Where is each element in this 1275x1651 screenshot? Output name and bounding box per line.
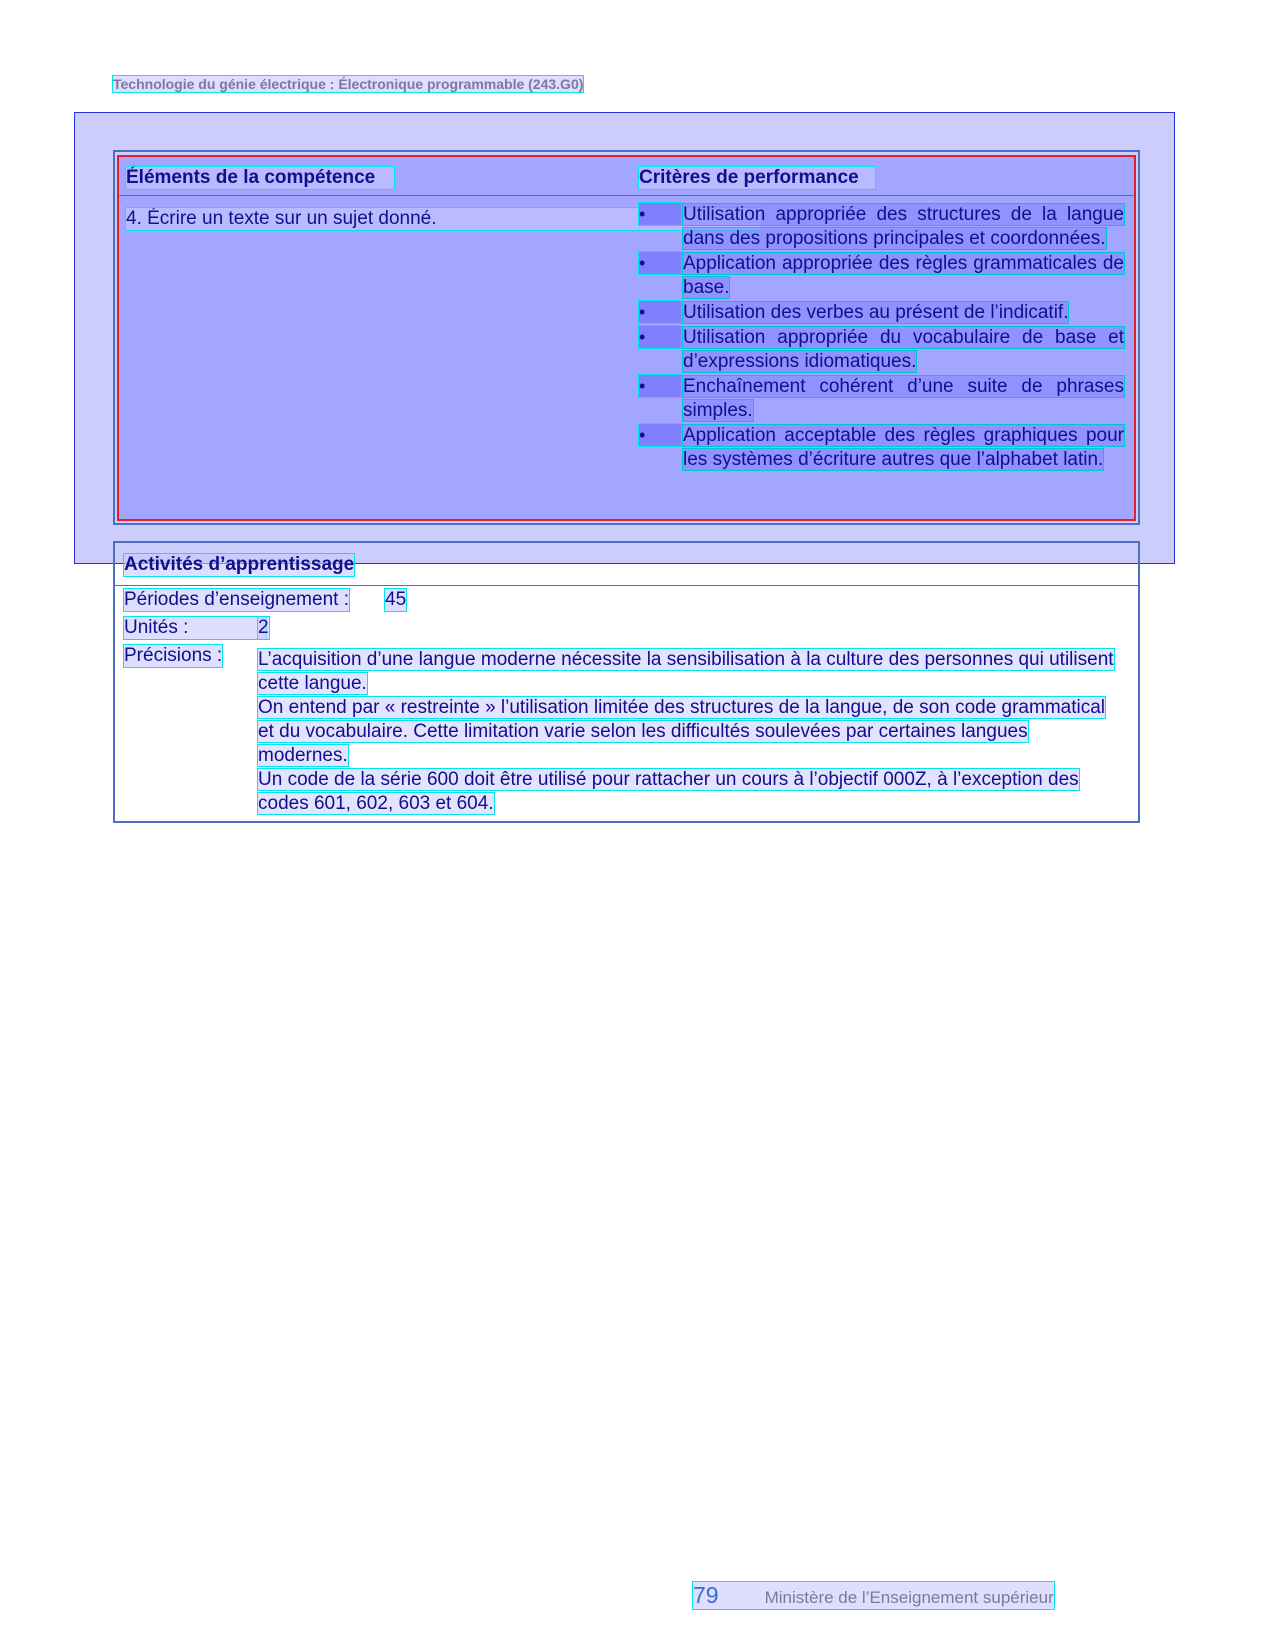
periods-value: 45 xyxy=(385,589,407,610)
criterion-text: Enchaînement cohérent d’une suite de phrases simples. xyxy=(683,376,1124,421)
precisions-text xyxy=(258,648,1120,816)
running-header: Technologie du génie électrique : Électronique programmable (243.G0) xyxy=(113,76,584,92)
precision-paragraph: Un code de la série 600 doit être utilisé pour rattacher un cours à l’objectif 000Z, à l’exception des codes 601, 602, 603 et 604. xyxy=(258,769,1079,814)
units-value: 2 xyxy=(258,617,269,638)
page-number: 79 xyxy=(693,1582,719,1608)
bullet-icon: • xyxy=(639,252,681,274)
column-header-criteria: Critères de performance xyxy=(639,167,875,189)
criterion-item xyxy=(639,203,1124,251)
header-divider xyxy=(119,195,1134,196)
criterion-item xyxy=(639,424,1124,472)
bullet-icon: • xyxy=(639,301,681,323)
criterion-item xyxy=(639,252,1124,300)
precision-paragraph: On entend par « restreinte » l’utilisation limitée des structures de la langue, de son code grammatical et du vocabulaire. Cette limitation varie selon les difficultés soulevées par certaines langues modernes. xyxy=(258,697,1106,766)
periods-label: Périodes d’enseignement : xyxy=(124,589,349,610)
criterion-item xyxy=(639,375,1124,423)
units-label: Unités : xyxy=(124,617,266,639)
criterion-item xyxy=(639,326,1124,374)
competence-table xyxy=(117,155,1136,521)
bullet-icon: • xyxy=(639,424,681,446)
criteria-list xyxy=(639,203,1124,473)
page-footer xyxy=(693,1582,1054,1609)
bullet-icon: • xyxy=(639,375,681,397)
criterion-item xyxy=(639,301,1124,325)
criterion-text: Utilisation appropriée du vocabulaire de base et d’expressions idiomatiques. xyxy=(683,327,1124,372)
activities-title: Activités d’apprentissage xyxy=(124,554,355,575)
criterion-text: Utilisation appropriée des structures de la langue dans des propositions principales et coordonnées. xyxy=(683,204,1124,249)
criterion-text: Application acceptable des règles graphiques pour les systèmes d’écriture autres que l’alphabet latin. xyxy=(683,425,1124,470)
criterion-text: Utilisation des verbes au présent de l’indicatif. xyxy=(683,302,1069,323)
bullet-icon: • xyxy=(639,326,681,348)
competence-element: 4. Écrire un texte sur un sujet donné. xyxy=(126,208,761,230)
activities-divider xyxy=(115,585,1138,586)
criterion-text: Application appropriée des règles grammaticales de base. xyxy=(683,253,1124,298)
precision-paragraph: L’acquisition d’une langue moderne nécessite la sensibilisation à la culture des personnes qui utilisent cette langue. xyxy=(258,649,1114,694)
column-header-elements: Éléments de la compétence xyxy=(126,167,394,189)
ministry-name: Ministère de l’Enseignement supérieur xyxy=(764,1588,1054,1607)
bullet-icon: • xyxy=(639,203,681,225)
precisions-label: Précisions : xyxy=(124,645,223,666)
